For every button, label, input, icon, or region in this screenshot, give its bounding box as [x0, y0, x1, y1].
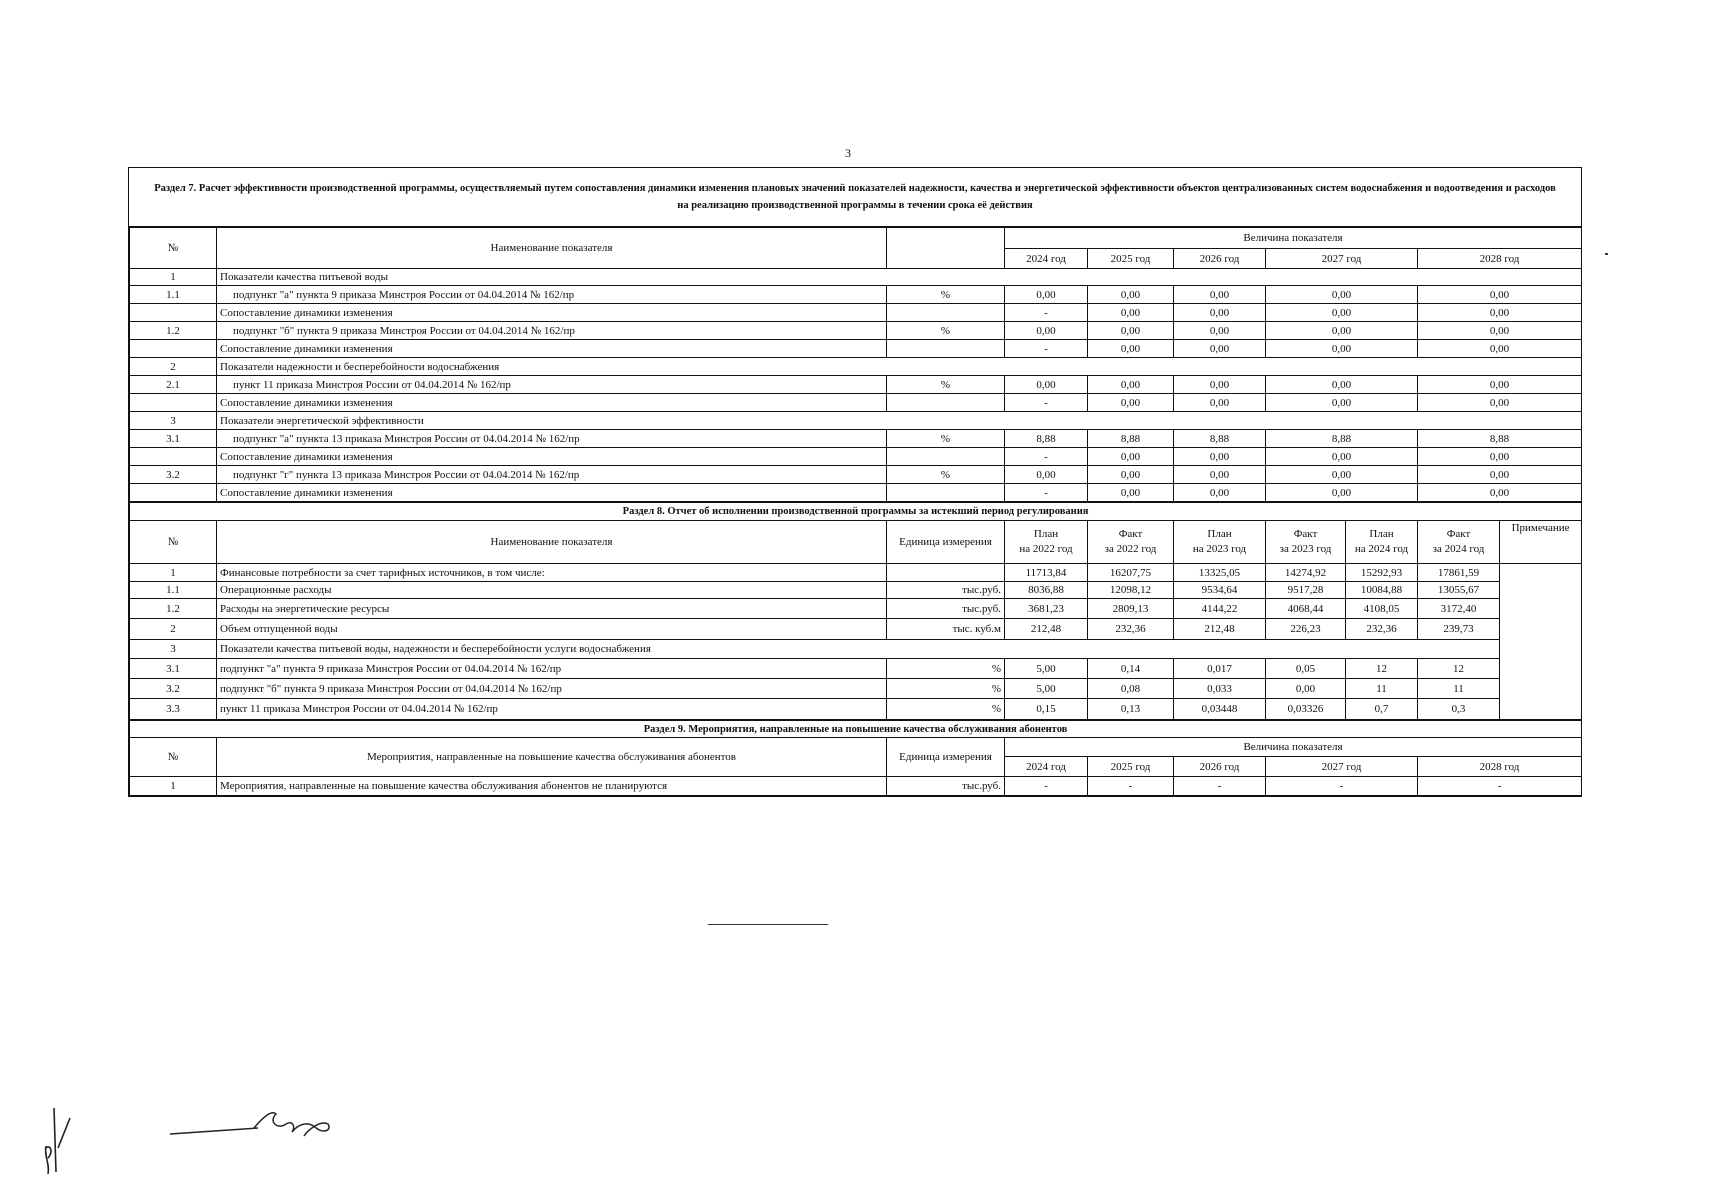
- s8-row-num: 3.2: [130, 679, 217, 699]
- s7-row-unit: [887, 304, 1005, 322]
- s8-row-unit: тыс.руб.: [887, 599, 1005, 619]
- s8-header-period-type: План: [1369, 528, 1394, 540]
- s9-header-unit: Единица измерения: [887, 738, 1005, 777]
- s7-row-value: -: [1005, 304, 1088, 322]
- s8-row-value: 232,36: [1346, 619, 1418, 640]
- s7-row-value: 0,00: [1418, 484, 1582, 502]
- s8-row-value: 12: [1346, 659, 1418, 679]
- s7-row-compare: [130, 484, 1582, 502]
- s7-header-value-group: Величина показателя: [1005, 228, 1582, 249]
- s8-row-value: 5,00: [1005, 659, 1088, 679]
- s8-row-value: 13325,05: [1174, 564, 1266, 582]
- s8-header-period-year: за 2023 год: [1279, 543, 1332, 555]
- scan-speck: [1605, 253, 1608, 255]
- s8-row-unit: %: [887, 659, 1005, 679]
- s7-row-value: 0,00: [1266, 304, 1418, 322]
- s7-row-num: [130, 484, 217, 502]
- s8-header-note: Примечание: [1500, 521, 1582, 564]
- s8-row-value: 9534,64: [1174, 582, 1266, 599]
- s7-row-value: 0,00: [1266, 376, 1418, 394]
- s7-header-year: 2024 год: [1005, 249, 1088, 269]
- s8-row: [130, 699, 1582, 720]
- s8-row-unit: %: [887, 699, 1005, 720]
- s7-row-unit: [887, 340, 1005, 358]
- document-frame: [128, 167, 1582, 797]
- s7-row-num: [130, 304, 217, 322]
- s8-row-value: 0,017: [1174, 659, 1266, 679]
- s8-row-value: 5,00: [1005, 679, 1088, 699]
- s9-header-year: 2028 год: [1418, 757, 1582, 777]
- s8-row: [130, 659, 1582, 679]
- s7-row-item: [130, 322, 1582, 340]
- s7-row-value: 0,00: [1266, 340, 1418, 358]
- section8-table: [129, 502, 1582, 720]
- s7-row-value: 0,00: [1005, 286, 1088, 304]
- s8-row-value: 3681,23: [1005, 599, 1088, 619]
- s8-row-value: 0,03448: [1174, 699, 1266, 720]
- s7-row-value: 8,88: [1266, 430, 1418, 448]
- s8-row-value: 239,73: [1418, 619, 1500, 640]
- s7-row-value: 0,00: [1266, 448, 1418, 466]
- s7-row-compare: [130, 448, 1582, 466]
- s7-row-value: 0,00: [1266, 286, 1418, 304]
- s7-row-value: 0,00: [1088, 322, 1174, 340]
- s8-row-value: 3172,40: [1418, 599, 1500, 619]
- s9-row-value: -: [1174, 777, 1266, 796]
- s8-row-value: 0,15: [1005, 699, 1088, 720]
- s9-header-num: №: [130, 738, 217, 777]
- s7-row-value: 0,00: [1418, 304, 1582, 322]
- s7-row-num: 2: [130, 358, 217, 376]
- s9-row-value: -: [1266, 777, 1418, 796]
- s7-row-value: 8,88: [1174, 430, 1266, 448]
- s9-row-value: -: [1418, 777, 1582, 796]
- s8-row: [130, 599, 1582, 619]
- s7-row-group-name: Показатели энергетической эффективности: [217, 412, 1582, 430]
- s8-row-name: Расходы на энергетические ресурсы: [217, 599, 887, 619]
- s7-header-year: 2028 год: [1418, 249, 1582, 269]
- s7-row-num: 2.1: [130, 376, 217, 394]
- s7-header-year: 2027 год: [1266, 249, 1418, 269]
- s7-row-num: 3.2: [130, 466, 217, 484]
- s8-row-unit: [887, 564, 1005, 582]
- s7-row-num: 1: [130, 269, 217, 286]
- s8-row-num: 3: [130, 640, 217, 659]
- s7-row-value: 0,00: [1266, 322, 1418, 340]
- s9-row-num: 1: [130, 777, 217, 796]
- s9-header-value-group: Величина показателя: [1005, 738, 1582, 757]
- s8-header-num: №: [130, 521, 217, 564]
- s8-row-value: 9517,28: [1266, 582, 1346, 599]
- s8-row-value: 12098,12: [1088, 582, 1174, 599]
- s7-row-value: 0,00: [1088, 394, 1174, 412]
- s7-row-value: -: [1005, 484, 1088, 502]
- s8-row-value: 10084,88: [1346, 582, 1418, 599]
- s9-row-value: -: [1005, 777, 1088, 796]
- s8-row-value: 16207,75: [1088, 564, 1174, 582]
- s7-row-item: [130, 430, 1582, 448]
- s7-row-num: [130, 448, 217, 466]
- footer-rule: [708, 924, 828, 925]
- section9-table: [129, 720, 1582, 796]
- s8-header-period-type: План: [1033, 528, 1059, 540]
- s8-header-period: [1346, 521, 1418, 564]
- s8-row-value: 0,14: [1088, 659, 1174, 679]
- s7-row-value: 8,88: [1088, 430, 1174, 448]
- s7-row-value: -: [1005, 448, 1088, 466]
- s8-row-value: 15292,93: [1346, 564, 1418, 582]
- section9-title: Раздел 9. Мероприятия, направленные на повышение качества обслуживания абонентов: [130, 721, 1582, 738]
- s8-header-period-type: Факт: [1118, 528, 1143, 540]
- s9-header-year: 2025 год: [1088, 757, 1174, 777]
- s8-row-value: 0,033: [1174, 679, 1266, 699]
- s7-row-value: 0,00: [1174, 376, 1266, 394]
- s7-row-value: 0,00: [1418, 286, 1582, 304]
- s7-row-name: Сопоставление динамики изменения: [217, 304, 887, 322]
- s8-row-group-name: Показатели качества питьевой воды, надежности и бесперебойности услуги водоснабжения: [217, 640, 1500, 659]
- s8-row-num: 3.3: [130, 699, 217, 720]
- s7-row-value: -: [1005, 340, 1088, 358]
- handwritten-initials: [40, 1098, 80, 1178]
- s8-header-period-year: на 2022 год: [1019, 543, 1073, 555]
- s8-header-unit: Единица измерения: [887, 521, 1005, 564]
- section8-title: Раздел 8. Отчет об исполнении производственной программы за истекший период регулирования: [130, 503, 1582, 521]
- s8-header-period-year: на 2024 год: [1354, 543, 1409, 555]
- s7-row-value: 0,00: [1174, 394, 1266, 412]
- s7-header-year: 2026 год: [1174, 249, 1266, 269]
- s7-row-name: подпункт "а" пункта 9 приказа Минстроя России от 04.04.2014 № 162/пр: [217, 286, 887, 304]
- s8-header-period-year: на 2023 год: [1192, 543, 1247, 555]
- s7-row-value: 0,00: [1418, 466, 1582, 484]
- s8-row-name: подпункт "а" пункта 9 приказа Минстроя России от 04.04.2014 № 162/пр: [217, 659, 887, 679]
- s7-row-num: [130, 340, 217, 358]
- s7-row-unit: %: [887, 430, 1005, 448]
- s7-row-item: [130, 376, 1582, 394]
- s7-row-compare: [130, 394, 1582, 412]
- s8-row-value: 2809,13: [1088, 599, 1174, 619]
- s7-header-name: Наименование показателя: [217, 228, 887, 269]
- s7-row-compare: [130, 304, 1582, 322]
- s9-header-year: 2024 год: [1005, 757, 1088, 777]
- s7-row-unit: [887, 448, 1005, 466]
- s8-row-value: 226,23: [1266, 619, 1346, 640]
- s8-row-value: 11: [1418, 679, 1500, 699]
- s7-row-name: Сопоставление динамики изменения: [217, 448, 887, 466]
- s8-header-period-type: Факт: [1446, 528, 1471, 540]
- s8-row-unit: тыс. куб.м: [887, 619, 1005, 640]
- s7-row-value: 0,00: [1174, 340, 1266, 358]
- s8-header-period-year: за 2024 год: [1432, 543, 1485, 555]
- s7-row-unit: %: [887, 322, 1005, 340]
- s7-row-value: 0,00: [1418, 376, 1582, 394]
- s8-row-name: Объем отпущенной воды: [217, 619, 887, 640]
- s9-header-year: 2026 год: [1174, 757, 1266, 777]
- s8-row-value: 4144,22: [1174, 599, 1266, 619]
- s7-row-value: 0,00: [1418, 394, 1582, 412]
- s7-header-num: №: [130, 228, 217, 269]
- s8-row-value: 14274,92: [1266, 564, 1346, 582]
- s7-row-value: 0,00: [1266, 466, 1418, 484]
- s7-row-value: 0,00: [1174, 322, 1266, 340]
- s7-row-group-name: Показатели надежности и бесперебойности водоснабжения: [217, 358, 1582, 376]
- s9-row-unit: тыс.руб.: [887, 777, 1005, 796]
- s8-row-value: 0,7: [1346, 699, 1418, 720]
- s7-row-value: 0,00: [1005, 466, 1088, 484]
- s8-header-period: [1005, 521, 1088, 564]
- s7-row-value: 0,00: [1266, 394, 1418, 412]
- s7-header-unit: [887, 228, 1005, 269]
- s8-row: [130, 640, 1582, 659]
- s8-row-name: Операционные расходы: [217, 582, 887, 599]
- s7-row-num: 3.1: [130, 430, 217, 448]
- s7-row-value: 0,00: [1174, 448, 1266, 466]
- s7-row-num: [130, 394, 217, 412]
- s7-row-value: 0,00: [1174, 484, 1266, 502]
- s7-row-value: 0,00: [1174, 466, 1266, 484]
- s8-row-value: 0,08: [1088, 679, 1174, 699]
- s7-row-value: 0,00: [1088, 340, 1174, 358]
- s7-row-unit: %: [887, 466, 1005, 484]
- s8-row-num: 1: [130, 564, 217, 582]
- s8-row-name: подпункт "б" пункта 9 приказа Минстроя России от 04.04.2014 № 162/пр: [217, 679, 887, 699]
- s8-row-num: 3.1: [130, 659, 217, 679]
- s7-row-group: [130, 269, 1582, 286]
- s7-row-value: 0,00: [1088, 376, 1174, 394]
- s7-row-name: подпункт "г" пункта 13 приказа Минстроя России от 04.04.2014 № 162/пр: [217, 466, 887, 484]
- s8-row-num: 1.2: [130, 599, 217, 619]
- s7-row-num: 1.1: [130, 286, 217, 304]
- s8-header-period-type: План: [1207, 528, 1232, 540]
- s8-row-num: 1.1: [130, 582, 217, 599]
- s8-row: [130, 679, 1582, 699]
- s8-header-period: [1174, 521, 1266, 564]
- s8-row-value: 11: [1346, 679, 1418, 699]
- s8-row-value: 12: [1418, 659, 1500, 679]
- s8-header-period: [1266, 521, 1346, 564]
- s7-row-name: Сопоставление динамики изменения: [217, 394, 887, 412]
- s7-row-group: [130, 412, 1582, 430]
- s7-row-value: 0,00: [1088, 304, 1174, 322]
- s7-row-value: 0,00: [1174, 304, 1266, 322]
- s7-row-unit: %: [887, 286, 1005, 304]
- s7-row-name: пункт 11 приказа Минстроя России от 04.04.2014 № 162/пр: [217, 376, 887, 394]
- s7-header-year: 2025 год: [1088, 249, 1174, 269]
- s8-header-period-year: за 2022 год: [1104, 543, 1157, 555]
- handwritten-signature: [168, 1108, 338, 1148]
- page-number: 3: [845, 146, 851, 160]
- s8-row-unit: тыс.руб.: [887, 582, 1005, 599]
- s9-row-value: -: [1088, 777, 1174, 796]
- s9-row-name: Мероприятия, направленные на повышение качества обслуживания абонентов не планируются: [217, 777, 887, 796]
- s7-row-item: [130, 286, 1582, 304]
- s8-row-value: 11713,84: [1005, 564, 1088, 582]
- s8-header-name: Наименование показателя: [217, 521, 887, 564]
- s8-row-value: 0,3: [1418, 699, 1500, 720]
- s7-row-unit: [887, 484, 1005, 502]
- s8-header-period: [1418, 521, 1500, 564]
- s7-row-group: [130, 358, 1582, 376]
- s7-row-value: 0,00: [1174, 286, 1266, 304]
- section7-title: Раздел 7. Расчет эффективности производственной программы, осуществляемый путем сопоставления динамики изменения плановых значений показателей надежности, качества и энергетической эффективности объектов централизованных систем водоснабжения и водоотведения и расходов на реализацию производственной программы в течении срока её действия: [129, 168, 1581, 227]
- s7-row-value: -: [1005, 394, 1088, 412]
- s8-row-num: 2: [130, 619, 217, 640]
- s7-row-value: 0,00: [1418, 340, 1582, 358]
- s7-row-unit: %: [887, 376, 1005, 394]
- s9-row: [130, 777, 1582, 796]
- s7-row-name: Сопоставление динамики изменения: [217, 484, 887, 502]
- s7-row-value: 8,88: [1005, 430, 1088, 448]
- s7-row-value: 0,00: [1418, 448, 1582, 466]
- s8-header-period: [1088, 521, 1174, 564]
- s7-row-value: 0,00: [1005, 322, 1088, 340]
- s7-row-name: подпункт "а" пункта 13 приказа Минстроя России от 04.04.2014 № 162/пр: [217, 430, 887, 448]
- s7-row-value: 8,88: [1418, 430, 1582, 448]
- s7-row-value: 0,00: [1266, 484, 1418, 502]
- s7-row-compare: [130, 340, 1582, 358]
- s8-row-value: 8036,88: [1005, 582, 1088, 599]
- s7-row-value: 0,00: [1005, 376, 1088, 394]
- s7-row-value: 0,00: [1088, 466, 1174, 484]
- s7-row-name: подпункт "б" пункта 9 приказа Минстроя России от 04.04.2014 № 162/пр: [217, 322, 887, 340]
- s7-row-value: 0,00: [1088, 286, 1174, 304]
- s8-row-name: пункт 11 приказа Минстроя России от 04.04.2014 № 162/пр: [217, 699, 887, 720]
- s8-row-value: 4068,44: [1266, 599, 1346, 619]
- s9-header-name: Мероприятия, направленные на повышение качества обслуживания абонентов: [217, 738, 887, 777]
- s7-row-num: 3: [130, 412, 217, 430]
- s7-row-item: [130, 466, 1582, 484]
- s7-row-value: 0,00: [1418, 322, 1582, 340]
- s8-row-value: 0,00: [1266, 679, 1346, 699]
- section7-table: [129, 227, 1582, 502]
- s8-note-cell: [1500, 564, 1582, 720]
- s7-row-value: 0,00: [1088, 484, 1174, 502]
- s8-row: [130, 619, 1582, 640]
- s9-header-year: 2027 год: [1266, 757, 1418, 777]
- s8-row-value: 0,13: [1088, 699, 1174, 720]
- s7-row-num: 1.2: [130, 322, 217, 340]
- s8-row-value: 0,05: [1266, 659, 1346, 679]
- s8-row-value: 212,48: [1005, 619, 1088, 640]
- s8-row-unit: %: [887, 679, 1005, 699]
- s7-row-value: 0,00: [1088, 448, 1174, 466]
- s8-row-value: 13055,67: [1418, 582, 1500, 599]
- s8-header-period-type: Факт: [1293, 528, 1318, 540]
- s8-row-value: 232,36: [1088, 619, 1174, 640]
- s8-row: [130, 582, 1582, 599]
- s7-row-group-name: Показатели качества питьевой воды: [217, 269, 1582, 286]
- s8-row-value: 17861,59: [1418, 564, 1500, 582]
- s7-row-unit: [887, 394, 1005, 412]
- s7-row-name: Сопоставление динамики изменения: [217, 340, 887, 358]
- s8-row-name: Финансовые потребности за счет тарифных источников, в том числе:: [217, 564, 887, 582]
- s8-row-value: 4108,05: [1346, 599, 1418, 619]
- s8-row-value: 0,03326: [1266, 699, 1346, 720]
- s8-row: [130, 564, 1582, 582]
- s8-row-value: 212,48: [1174, 619, 1266, 640]
